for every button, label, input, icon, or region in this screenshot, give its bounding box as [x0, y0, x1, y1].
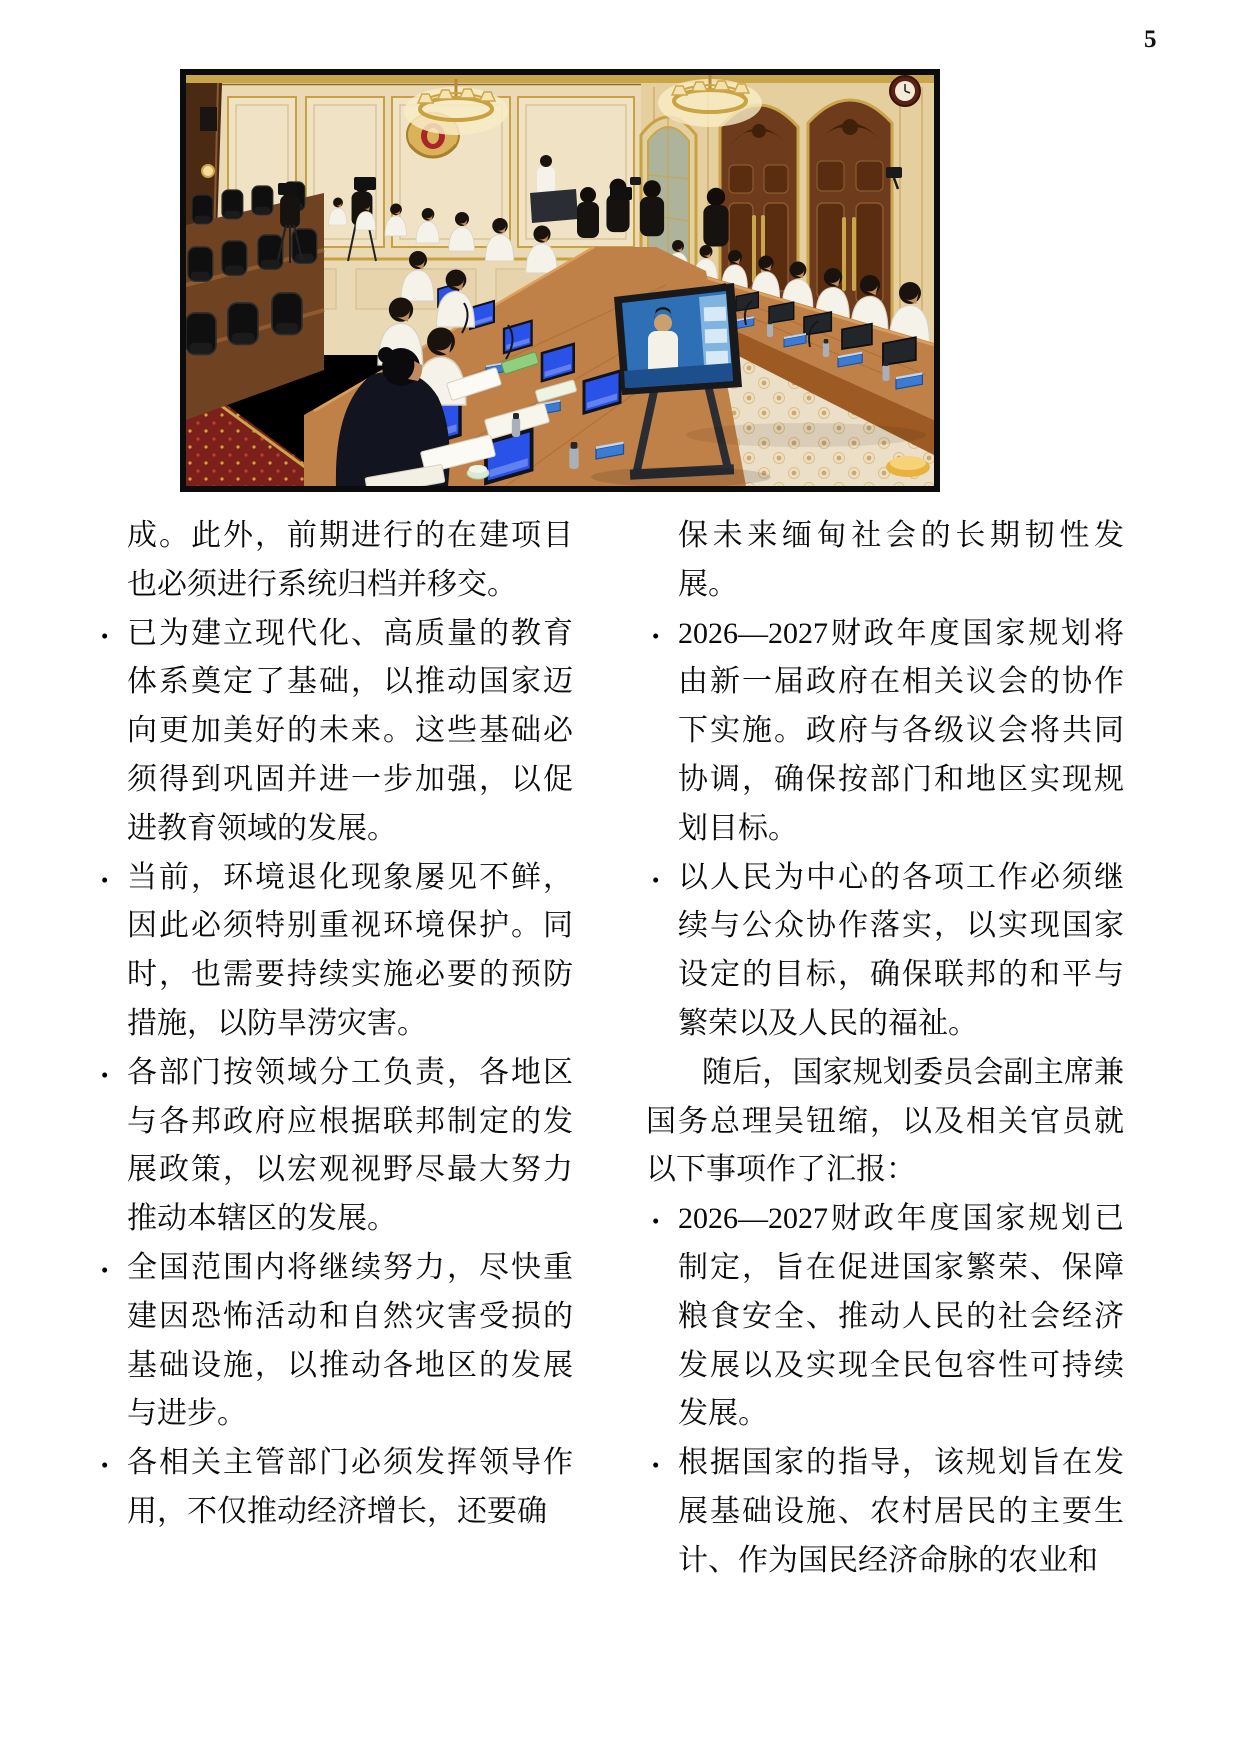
bullet-item [646, 854, 1124, 1049]
paragraph-text: 根据国家的指导，该规划旨在发展基础设施、农村居民的主要生计、作为国民经济命脉的农业和 [678, 1446, 1124, 1577]
wall-clock [890, 76, 920, 106]
bullet-marker: • [652, 1209, 660, 1234]
bullet-marker: • [652, 867, 660, 892]
text-column-right [646, 512, 1124, 1586]
bullet-item [646, 610, 1124, 854]
text-column-left [95, 512, 573, 1537]
bullet-item [95, 854, 573, 1049]
paragraph [646, 1049, 1124, 1195]
paragraph-text: 随后，国家规划委员会副主席兼国务总理吴钮缩，以及相关官员就以下事项作了汇报： [646, 1055, 1124, 1187]
bullet-marker: • [101, 1257, 109, 1282]
paragraph-text: 保未来缅甸社会的长期韧性发展。 [678, 519, 1124, 601]
meeting-photo [180, 69, 940, 492]
door-handle [852, 217, 856, 291]
bullet-marker: • [101, 867, 109, 892]
paragraph-text: 全国范围内将继续努力，尽快重建因恐怖活动和自然灾害受损的基础设施，以推动各地区的发展与进步。 [127, 1250, 573, 1431]
door-handle [842, 217, 846, 291]
bullet-marker: • [101, 1453, 109, 1478]
door-handle [752, 215, 756, 283]
bullet-item [95, 1244, 573, 1439]
bullet-item [95, 610, 573, 854]
paragraph-text: 2026—2027财政年度国家规划已制定，旨在促进国家繁荣、保障粮食安全、推动人民的社会经济发展以及实现全民包容性可持续发展。 [678, 1202, 1124, 1431]
paragraph-text: 2026—2027财政年度国家规划将由新一届政府在相关议会的协作下实施。政府与各级议会将共同协调，确保按部门和地区实现规划目标。 [678, 616, 1124, 845]
paragraph-text: 各相关主管部门必须发挥领导作用，不仅推动经济增长，还要确 [127, 1446, 573, 1528]
paragraph-text: 当前，环境退化现象屡见不鲜，因此必须特别重视环境保护。同时，也需要持续实施必要的预防措施，以防旱涝灾害。 [127, 860, 573, 1040]
bullet-item [95, 1439, 573, 1537]
bullet-item [646, 1439, 1124, 1585]
paragraph [95, 512, 573, 610]
paragraph-text: 已为建立现代化、高质量的教育体系奠定了基础，以推动国家迈向更加美好的未来。这些基础必须得到巩固并进一步加强，以促进教育领域的发展。 [127, 616, 573, 845]
paragraph-text: 各部门按领域分工负责，各地区与各邦政府应根据联邦制定的发展政策，以宏观视野尽最大努力推动本辖区的发展。 [127, 1055, 573, 1236]
page-number: 5 [1144, 26, 1157, 53]
paragraph-text: 成。此外，前期进行的在建项目也必须进行系统归档并移交。 [127, 519, 573, 601]
bullet-marker: • [652, 1453, 660, 1478]
bullet-marker: • [652, 623, 660, 648]
paragraph [646, 512, 1124, 610]
wall-sconce-lamp [202, 165, 214, 177]
bullet-item [95, 1049, 573, 1244]
meeting-photo-illustration [186, 75, 934, 486]
bullet-marker: • [101, 623, 109, 648]
wall-speaker [200, 107, 217, 131]
bullet-marker: • [101, 1062, 109, 1087]
paragraph-text: 以人民为中心的各项工作必须继续与公众协作落实，以实现国家设定的目标，确保联邦的和平与繁荣以及人民的福祉。 [678, 860, 1124, 1040]
bullet-item [646, 1195, 1124, 1439]
